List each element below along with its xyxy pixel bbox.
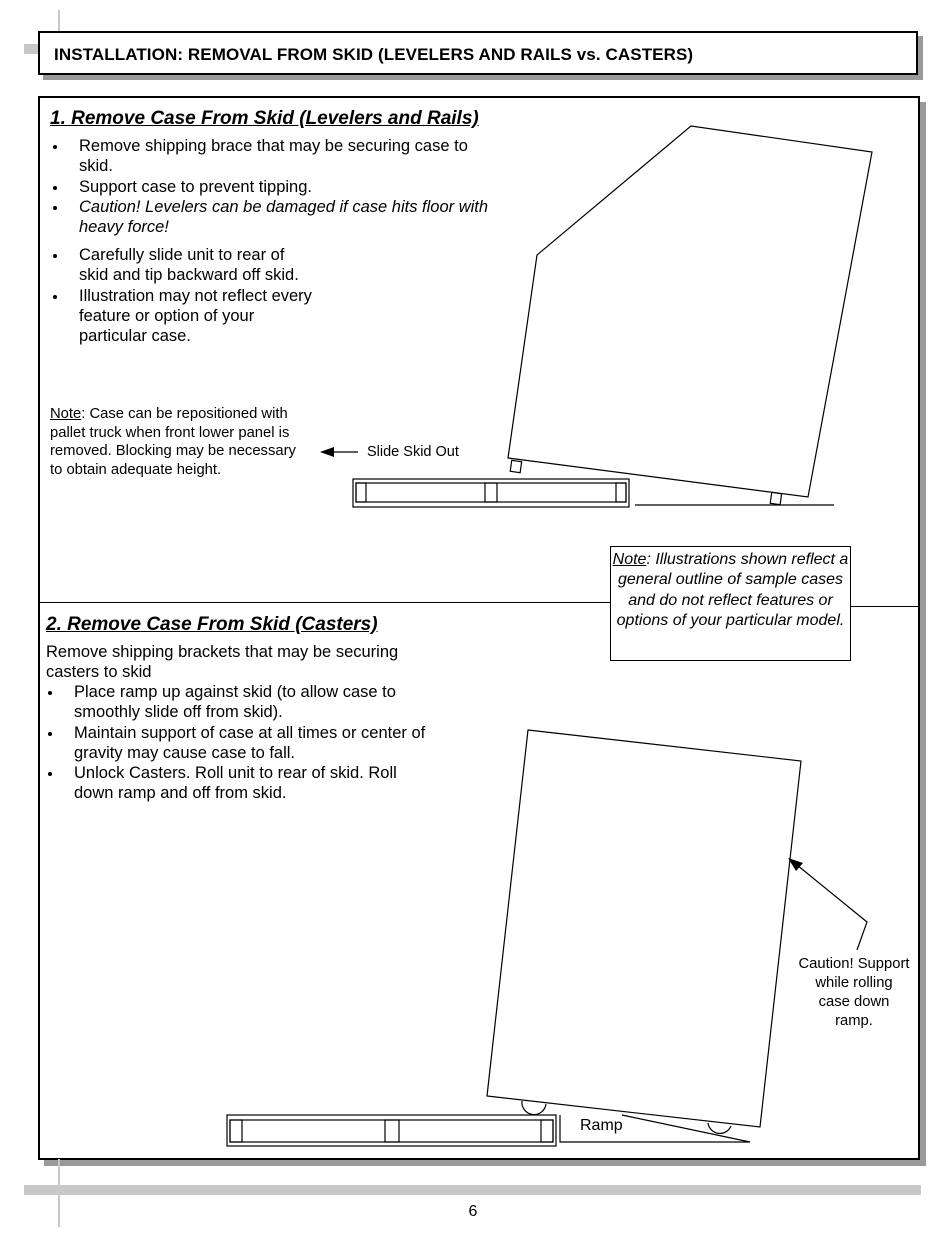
skid-2 — [227, 1115, 556, 1146]
section1-bullet-1: Remove shipping brace that may be securing case to skid. — [50, 136, 505, 177]
slide-arrow-head — [320, 447, 334, 457]
footer-bar — [24, 1185, 921, 1195]
skid-1 — [353, 479, 629, 507]
section2-bullet-2: Maintain support of case at all times or center of gravity may cause case to fall. — [45, 723, 445, 764]
section1-note-text: : Case can be repositioned with pallet truck when front lower panel is removed. Blocking may be necessary to obtain adequate height. — [50, 406, 296, 478]
section1-heading: 1. Remove Case From Skid (Levelers and Rails) — [50, 108, 479, 129]
section1-bullet-5: Illustration may not reflect every feature or option of your particular case. — [50, 286, 315, 347]
caution-leader-line — [797, 865, 867, 950]
case-outline-levelers — [508, 126, 872, 497]
section2-heading: 2. Remove Case From Skid (Casters) — [46, 614, 378, 635]
caution-arrow-head — [788, 858, 803, 871]
section2-intro: Remove shipping brackets that may be securing casters to skid — [46, 643, 399, 682]
case-outline-casters — [487, 730, 801, 1127]
section1-note-label: Note — [50, 406, 82, 422]
section2-bullet-1: Place ramp up against skid (to allow case to smoothly slide off from skid). — [45, 682, 445, 723]
leveler-foot-rear — [770, 492, 781, 504]
slide-skid-out-label: Slide Skid Out — [367, 444, 459, 460]
section2-bullet-3: Unlock Casters. Roll unit to rear of skid. Roll down ramp and off from skid. — [45, 763, 404, 804]
ramp-label: Ramp — [580, 1117, 623, 1134]
caster-wheel-front — [522, 1101, 546, 1115]
illustration-note-label: Note — [612, 551, 647, 568]
leveler-foot-front — [510, 460, 521, 472]
caution-support-label: Caution! Support while rolling case down ramp. — [798, 956, 910, 1029]
section1-bullet-3-caution: Caution! Levelers can be damaged if case hits floor with heavy force! — [50, 197, 505, 238]
page-number: 6 — [468, 1203, 478, 1220]
illustration-note-text: : Illustrations shown reflect a general outline of sample cases and do not reflect features or options of your particular model. — [616, 551, 849, 629]
section1-bullet-2: Support case to prevent tipping. — [50, 177, 505, 197]
caster-wheel-rear — [708, 1123, 731, 1133]
page-title: INSTALLATION: REMOVAL FROM SKID (LEVELERS AND RAILS vs. CASTERS) — [54, 45, 694, 64]
section1-bullet-4: Carefully slide unit to rear of skid and tip backward off skid. — [50, 245, 315, 286]
